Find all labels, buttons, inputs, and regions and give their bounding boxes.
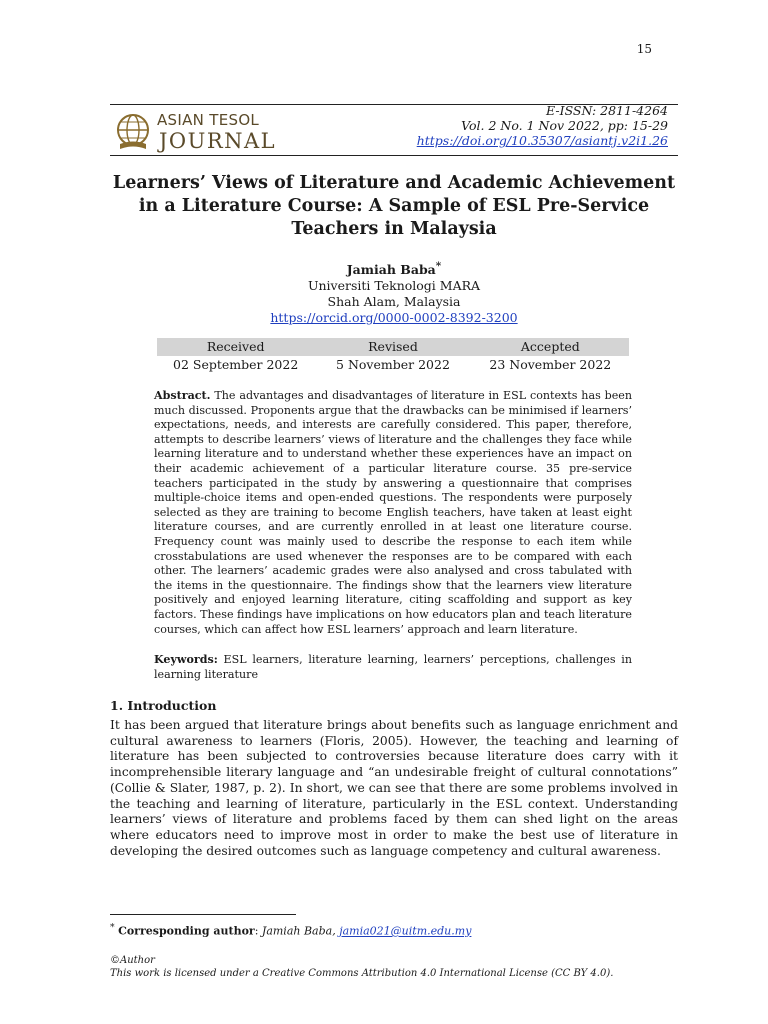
copyright: ©Author	[110, 955, 155, 966]
footnote	[110, 922, 471, 938]
author-location: Shah Alam, Malaysia	[327, 294, 461, 310]
header-rule-bottom	[110, 155, 678, 156]
abstract-label: Abstract.	[154, 389, 211, 402]
dates-table	[157, 338, 629, 374]
title-line: in a Literature Course: A Sample of ESL Pre-Service	[138, 196, 650, 216]
abstract	[154, 389, 632, 637]
keywords-text: ESL learners, literature learning, learners’ perceptions, challenges in learning literature	[154, 653, 632, 681]
logo-text-bottom: JOURNAL	[159, 129, 277, 153]
dates-header-row	[157, 338, 629, 356]
title-line: Learners’ Views of Literature and Academic Achievement	[112, 173, 676, 193]
footnote-name: Jamiah Baba,	[261, 924, 340, 938]
title-line: Teachers in Malaysia	[291, 219, 497, 239]
volume-pages: Vol. 2 No. 1 Nov 2022, pp: 15-29	[461, 118, 668, 133]
footnote-rule	[110, 914, 296, 915]
globe-book-icon	[112, 111, 154, 153]
introduction-paragraph: It has been argued that literature brings about benefits such as language enrichment and cultural awareness to learners (Floris, 2005). However, the teaching and learning of literature has been subjected to controversies because literature does carry with it incomprehensible literary language and “an undesirable freight of cultural connotations” (Collie & Slater, 1987, p. 2). In short, we can see that there are some problems involved in the teaching and learning of literature, particularly in the ESL context. Understanding learners’ views of literature and problems faced by them can shed light on the areas where educators need to improve most in order to make the best use of literature in developing the desired outcomes such as language competency and cultural awareness.	[110, 718, 678, 858]
logo-text-top: ASIAN TESOL	[157, 111, 260, 129]
paper-title	[110, 172, 678, 241]
dates-value-row	[157, 356, 629, 374]
date-revised: 5 November 2022	[336, 357, 450, 372]
license-block	[110, 954, 613, 980]
author-block	[110, 258, 678, 326]
dates-header-received: Received	[206, 339, 265, 354]
doi-link[interactable]: https://doi.org/10.35307/asiantj.v2i1.26	[416, 133, 668, 148]
author-affiliation: Universiti Teknologi MARA	[307, 278, 481, 294]
date-accepted: 23 November 2022	[489, 357, 612, 372]
date-received: 02 September 2022	[173, 357, 299, 372]
author-name-line	[110, 258, 678, 278]
author-marker: *	[435, 260, 442, 272]
author-name: Jamiah Baba	[346, 262, 436, 278]
dates-header-accepted: Accepted	[520, 339, 580, 354]
page-number: 15	[636, 42, 652, 56]
abstract-text: The advantages and disadvantages of literature in ESL contexts has been much discussed. Proponents argue that the drawbacks can be minimised if learners’ expectations, needs, and interests are carefully considered. This paper, therefore, attempts to describe learners’ views of literature and the challenges they face while learning literature and to understand whether these experiences have an impact on their academic achievement of a particular literature course. 35 pre-service teachers participated in the study by answering a questionnaire that comprises multiple-choice items and open-ended questions. The respondents were purposely selected as they are training to become English teachers, have taken at least eight literature courses, and are currently enrolled in at least one literature course. Frequency count was mainly used to describe the response to each item while crosstabulations are used whenever the responses are to be compared with each other. The learners’ academic grades were also analysed and cross tabulated with the items in the questionnaire. The findings show that the learners view literature positively and enjoyed learning literature, citing scaffolding and support as key factors. These findings have implications on how educators plan and teach literature courses, which can affect how ESL learners’ approach and learn literature.	[154, 389, 633, 636]
section-heading: 1. Introduction	[110, 698, 217, 713]
keywords-label: Keywords:	[154, 653, 218, 666]
orcid-link[interactable]: https://orcid.org/0000-0002-8392-3200	[270, 310, 518, 326]
footnote-marker: *	[110, 922, 115, 933]
dates-header-revised: Revised	[368, 339, 418, 354]
footnote-sep: :	[254, 924, 262, 938]
author-email-link[interactable]: jamia021@uitm.edu.my	[339, 924, 472, 938]
journal-logo	[112, 111, 282, 153]
keywords	[154, 653, 632, 682]
license-text: This work is licensed under a Creative Commons Attribution 4.0 International License (CC BY 4.0).	[110, 968, 614, 979]
eissn: E-ISSN: 2811-4264	[546, 103, 668, 118]
footnote-label: Corresponding author	[118, 924, 255, 938]
journal-info	[417, 103, 668, 148]
